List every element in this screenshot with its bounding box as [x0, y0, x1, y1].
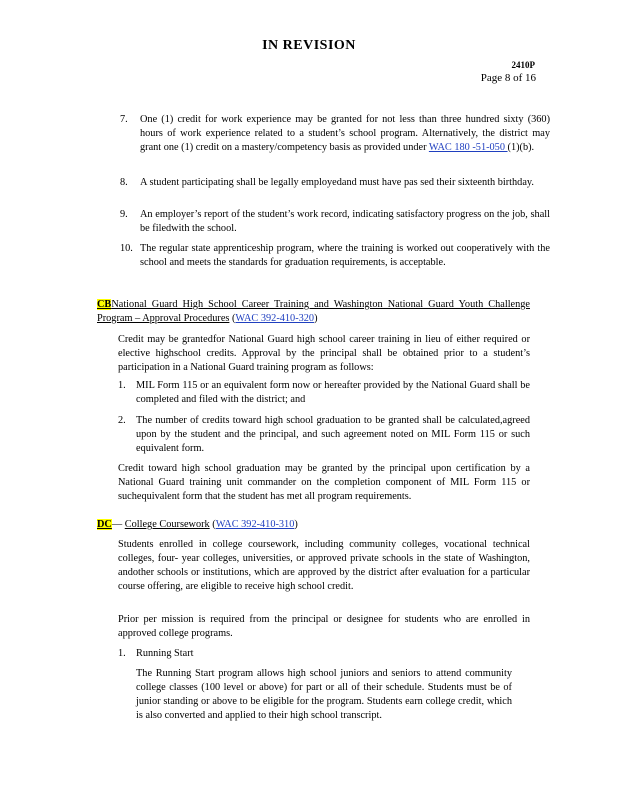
paragraph: Students enrolled in college coursework, including community colleges, vocational technical colleges, four- year colleges, universities, or approved private schools in the state of Washington, andother schools or institutions, which are approved by the district after evaluation for a particular course offering, are eligible to receive high school credit. [118, 539, 530, 592]
revision-marker: CB [97, 299, 112, 310]
item-number: 10. [120, 243, 133, 254]
paragraph: Credit toward high school graduation may be granted by the principal upon certification by a National Guard training unit commander on the completion component of MIL Form 115 or suchequivalent form that the student has met all program requirements. [118, 463, 530, 502]
item-number: 2. [118, 415, 126, 426]
item-text: One (1) credit for work experience may be granted for not less than three hundred sixty (360) hours of work experience related to a student’s school program. Alternatively, the district may grant one (1) credit on a mastery/competency basis as provided under [140, 114, 550, 153]
page-title: IN REVISION [262, 38, 356, 53]
item-text-suffix: (1)(b). [507, 142, 535, 153]
heading-text: College Coursework [124, 519, 210, 530]
paragraph: Credit may be grantedfor National Guard high school career training in lieu of either required or elective highschool credits. Approval by the principal shall be obtained prior to a student’s participation in a National Guard training program as follows: [118, 334, 530, 373]
item-number: 8. [120, 177, 128, 188]
heading-text: National Guard High School Career Training and Washington National Guard Youth Challenge Program – Approval Procedures [97, 299, 530, 324]
policy-number: 2410P [511, 60, 535, 70]
list-item [120, 113, 550, 155]
wac-link[interactable]: WAC 392-410-310 [215, 519, 295, 530]
item-text: A student participating shall be legally employedand must have pas sed their sixteenth birthday. [140, 177, 534, 188]
list-item [120, 242, 550, 270]
list-item [120, 208, 550, 236]
page-number: Page 8 of 16 [480, 72, 536, 84]
item-text: The regular state apprenticeship program, where the training is worked out cooperatively with the school and meets the standards for graduation requirements, is acceptable. [140, 243, 550, 268]
item-number: 9. [120, 209, 128, 220]
paragraph: The Running Start program allows high school juniors and seniors to attend community college classes (100 level or above) for part or all of their schedule. Students must be of junior standing or above to be eligible for the program. Students earn college credit, which is also converted and applied to their high school transcript. [136, 668, 512, 721]
paragraph: Prior per mission is required from the principal or designee for students who are enrolled in approved college programs. [118, 614, 530, 639]
list-item [120, 176, 550, 190]
item-text: The number of credits toward high school graduation to be granted shall be calculated,agreed upon by the student and the principal, and such agreement noted on MIL Form 115 or such equivalent form. [136, 415, 530, 454]
item-text: An employer’s report of the student’s work record, indicating satisfactory progress on the job, shall be filedwith the school. [140, 209, 550, 234]
item-text: MIL Form 115 or an equivalent form now or hereafter provided by the National Guard shall be completed and filed with the district; and [136, 380, 530, 405]
wac-link[interactable]: WAC 392-410-320 [235, 313, 315, 324]
item-number: 7. [120, 114, 128, 125]
subsection-title: Running Start [136, 648, 194, 659]
section-heading-national-guard: CBNational Guard High School Career Training and Washington National Guard Youth Challenge Program – Approval Procedures (WAC 392-410-320) [97, 299, 530, 324]
list-item [118, 379, 530, 407]
item-number: 1. [118, 380, 126, 391]
revision-marker: DC [97, 519, 112, 530]
wac-link[interactable]: WAC 180 -51-050 [428, 142, 508, 153]
section-heading-college-coursework: DC— College Coursework (WAC 392-410-310) [97, 519, 298, 530]
list-item [118, 414, 530, 456]
subsection-number: 1. [118, 648, 126, 659]
